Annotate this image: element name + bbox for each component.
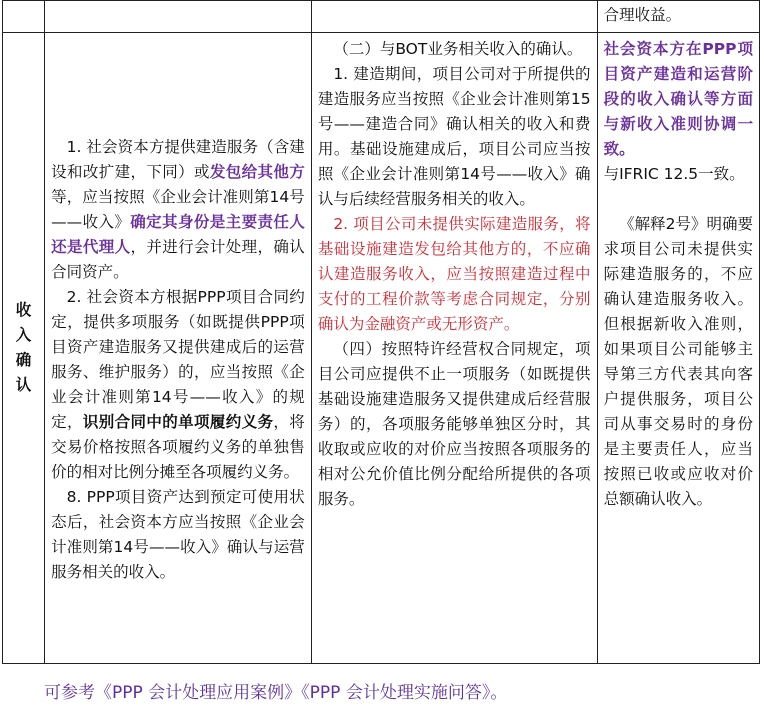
table-row-revenue (3, 33, 760, 664)
col2-paragraph-4: （四）按照特许经营权合同规定，项目公司应提供不止一项服务（如既提供基础设施建造服务又提供建成后经营服务）的，各项服务能够单独区分时，其收取或应收的对价应当按照各项服务的相对公允价值比例分配给所提供的各项服务。 (317, 340, 591, 508)
col3-paragraph-3: 《解释2号》明确要求项目公司未提供实际建造服务的，不应确认建造服务收入。但根据新收入准则，如果项目公司能够主导第三方代表其向客户提供服务，项目公司从事交易时的身份是主要责任人，应当按照已收或应收对价总额确认收入。 (603, 215, 753, 508)
row-header-char: 入 (15, 326, 32, 344)
cell-col2 (311, 33, 597, 664)
col2-paragraph-1: （二）与BOT业务相关收入的确认。 (333, 40, 583, 58)
cell-top-col3 (597, 1, 759, 33)
col1-paragraph-2: 2. 社会资本方根据PPP项目合同约定，提供多项服务（如既提供PPP项目资产建造服务又提供建成后的运营服务、维护服务）的，应当按照《企业会计准则第14号——收入》的规定，识别合同中的单项履约义务，将交易价格按照各项履约义务的单独售价的相对比例分摊至各项履约义务。 (51, 288, 305, 481)
col3-paragraph-1: 社会资本方在PPP项目资产建造和运营阶段的收入确认等方面与新收入准则协调一致。 (603, 40, 753, 158)
row-header-char: 确 (15, 351, 32, 369)
footer-reference-note: 可参考《PPP 会计处理应用案例》《PPP 会计处理实施问答》。 (44, 683, 508, 703)
col1-paragraph-1: 1. 社会资本方提供建造服务（含建设和改扩建，下同）或发包给其他方等，应当按照《企业会计准则第14号——收入》确定其身份是主要责任人还是代理人，并进行会计处理，确认合同资产。 (51, 138, 305, 281)
col2-paragraph-2: 1. 建造期间，项目公司对于所提供的建造服务应当按照《企业会计准则第15号——建造合同》确认相关的收入和费用。基础设施建成后，项目公司应当按照《企业会计准则第14号——收入》确认与后续经营服务相关的收入。 (317, 65, 591, 208)
top-col3-text: 合理收益。 (603, 6, 682, 24)
cell-col1 (45, 33, 312, 664)
cell-top-col2 (311, 1, 597, 33)
col1-paragraph-3: 8. PPP项目资产达到预定可使用状态后，社会资本方应当按照《企业会计准则第14号——收入》确认与运营服务相关的收入。 (51, 488, 305, 581)
col3-paragraph-2: 与IFRIC 12.5一致。 (603, 165, 745, 183)
cell-top-header (3, 1, 45, 33)
comparison-table (2, 0, 760, 664)
row-header-char: 认 (15, 376, 32, 394)
row-header-char: 收 (15, 301, 32, 319)
col2-paragraph-3: 2. 项目公司未提供实际建造服务，将基础设施建造发包给其他方的，不应确认建造服务收入，应当按照建造过程中支付的工程价款等考虑合同规定，分别确认为金融资产或无形资产。 (317, 215, 591, 333)
cell-top-col1 (45, 1, 312, 33)
cell-col3 (597, 33, 759, 664)
row-header-revenue-recognition (3, 33, 45, 664)
table-row-top (3, 1, 760, 33)
